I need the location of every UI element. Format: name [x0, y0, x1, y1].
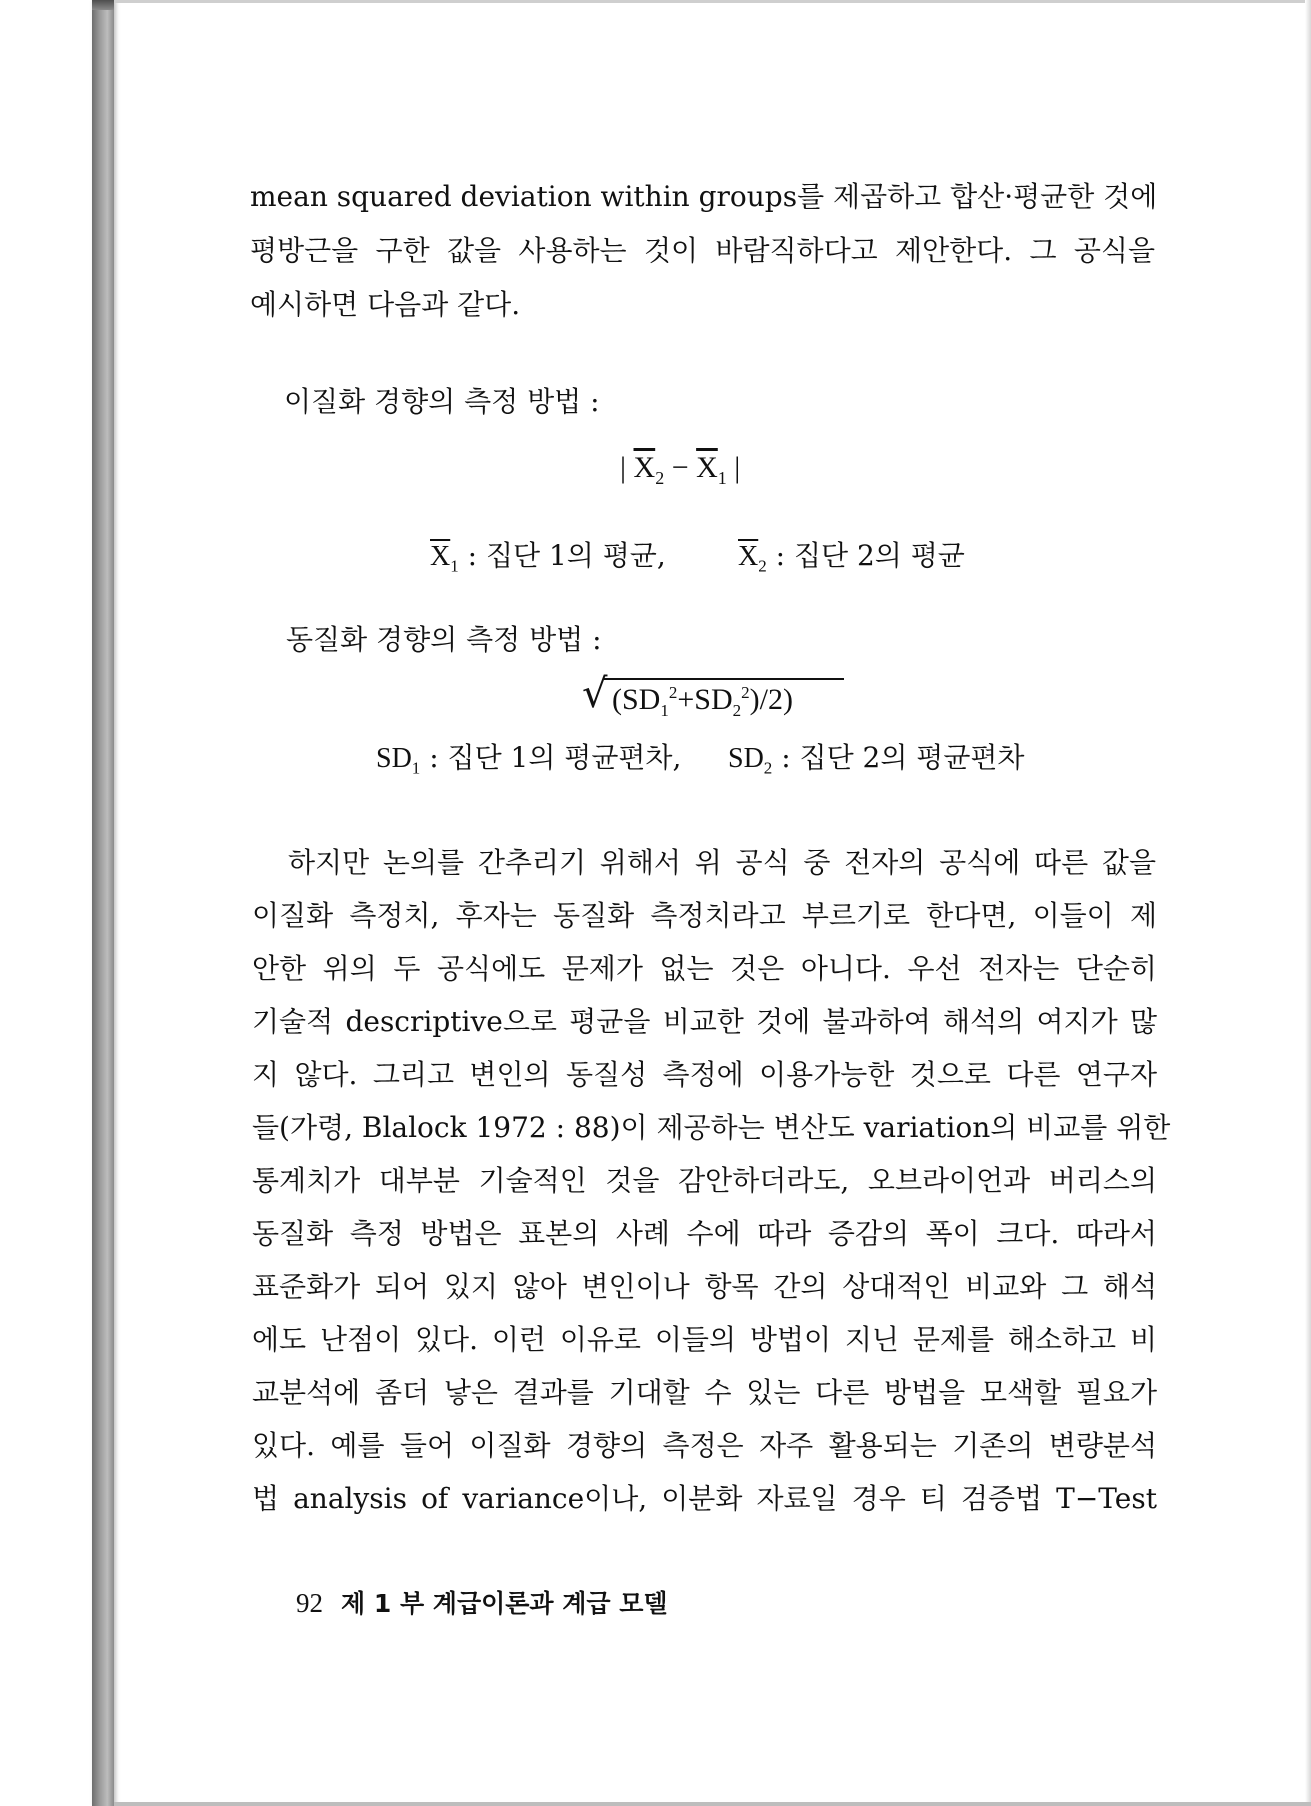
page-number: 92: [296, 1588, 323, 1618]
body-line-11: 교분석에 좀더 낳은 결과를 기대할 수 있는 다른 방법을 모색할 필요가: [252, 1376, 1157, 1409]
formula-sd-open: (SD: [612, 683, 661, 716]
body-line-3: 안한 위의 두 공식에도 문제가 없는 것은 아니다. 우선 전자는 단순히: [252, 952, 1157, 985]
formula-x1: $\overline{X}$: [696, 451, 718, 484]
formula-abs-open: |: [620, 451, 634, 484]
def-sd1-subscript: 1: [411, 758, 421, 778]
page-edge-bottom: [114, 1802, 1311, 1806]
def-sd1: SD: [376, 743, 412, 774]
formula-abs-close: |: [726, 451, 741, 484]
body-line-1: 하지만 논의를 간추리기 위해서 위 공식 중 전자의 공식에 따른 값을: [288, 846, 1156, 879]
running-footer-title: 제 1 부 계급이론과 계급 모델: [341, 1589, 668, 1618]
formula-x2-subscript: 2: [655, 468, 665, 488]
homogenization-heading: 동질화 경향의 측정 방법 :: [286, 623, 602, 656]
body-line-5: 지 않다. 그리고 변인의 동질성 측정에 이용가능한 것으로 다른 연구자: [252, 1058, 1157, 1091]
def-sd2: SD: [728, 743, 764, 774]
book-spine: [92, 0, 114, 1806]
book-spine-top: [92, 0, 114, 10]
formula-minus: −: [664, 451, 697, 484]
heterogenization-definition-1: [430, 539, 666, 576]
body-line-4: 기술적 descriptive으로 평균을 비교한 것에 불과하여 해석의 여지가 많: [252, 1005, 1157, 1038]
body-line-2: 이질화 측정치, 후자는 동질화 측정치라고 부르기로 한다면, 이들이 제: [252, 899, 1157, 932]
formula-sd1-sub: 1: [660, 701, 669, 720]
square-root-icon: √: [582, 671, 608, 717]
def-sd2-text: : 집단 2의 평균편차: [772, 741, 1025, 774]
formula-plus: +SD: [677, 683, 733, 716]
heterogenization-definition-2: [738, 539, 965, 576]
square-root-vinculum: [604, 678, 844, 680]
heterogenization-heading: 이질화 경향의 측정 방법 :: [284, 385, 600, 418]
body-line-13: 법 analysis of variance이나, 이분화 자료일 경우 티 검증법 T−Test: [252, 1482, 1157, 1515]
body-line-6: 들(가령, Blalock 1972 : 88)이 제공하는 변산도 variation의 비교를 위한: [252, 1111, 1171, 1144]
page-footer: [296, 1590, 668, 1617]
body-line-7: 통계치가 대부분 기술적인 것을 감안하더라도, 오브라이언과 버리스의: [252, 1164, 1157, 1197]
intro-line-3: 예시하면 다음과 같다.: [250, 288, 521, 321]
square-root-content: [612, 684, 793, 719]
homogenization-definition-1: [376, 741, 682, 778]
def-sd1-text: : 집단 1의 평균편차,: [420, 741, 682, 774]
def-x1: $\overline{X}$: [430, 541, 451, 572]
formula-x1-subscript: 1: [717, 468, 727, 488]
def-x2: $\overline{X}$: [738, 541, 759, 572]
body-line-12: 있다. 예를 들어 이질화 경향의 측정은 자주 활용되는 기존의 변량분석: [252, 1429, 1157, 1462]
body-line-10: 에도 난점이 있다. 이런 이유로 이들의 방법이 지닌 문제를 해소하고 비: [252, 1323, 1157, 1356]
page-edge-top: [114, 0, 1311, 3]
page-edge-right: [1305, 0, 1311, 1806]
homogenization-definition-2: [728, 741, 1025, 778]
def-x2-subscript: 2: [758, 556, 767, 576]
body-line-8: 동질화 측정 방법은 표본의 사례 수에 따라 증감의 폭이 크다. 따라서: [252, 1217, 1157, 1250]
body-line-9: 표준화가 되어 있지 않아 변인이나 항목 간의 상대적인 비교와 그 해석: [252, 1270, 1157, 1303]
def-x1-text: : 집단 1의 평균,: [458, 539, 666, 572]
intro-line-1: mean squared deviation within groups를 제곱하고 합산·평균한 것에: [250, 180, 1158, 213]
formula-sd2-sup: 2: [741, 683, 750, 702]
homogenization-formula: [582, 671, 844, 724]
def-sd2-subscript: 2: [763, 758, 773, 778]
heterogenization-formula: [620, 453, 740, 487]
formula-close: )/2): [749, 683, 793, 716]
def-x1-subscript: 1: [450, 556, 459, 576]
formula-sd1-sup: 2: [668, 683, 678, 702]
formula-x2: $\overline{X}$: [633, 451, 656, 484]
intro-line-2: 평방근을 구한 값을 사용하는 것이 바람직하다고 제안한다. 그 공식을: [250, 234, 1155, 267]
formula-sd2-sub: 2: [732, 701, 742, 720]
def-x2-text: : 집단 2의 평균: [766, 539, 965, 572]
